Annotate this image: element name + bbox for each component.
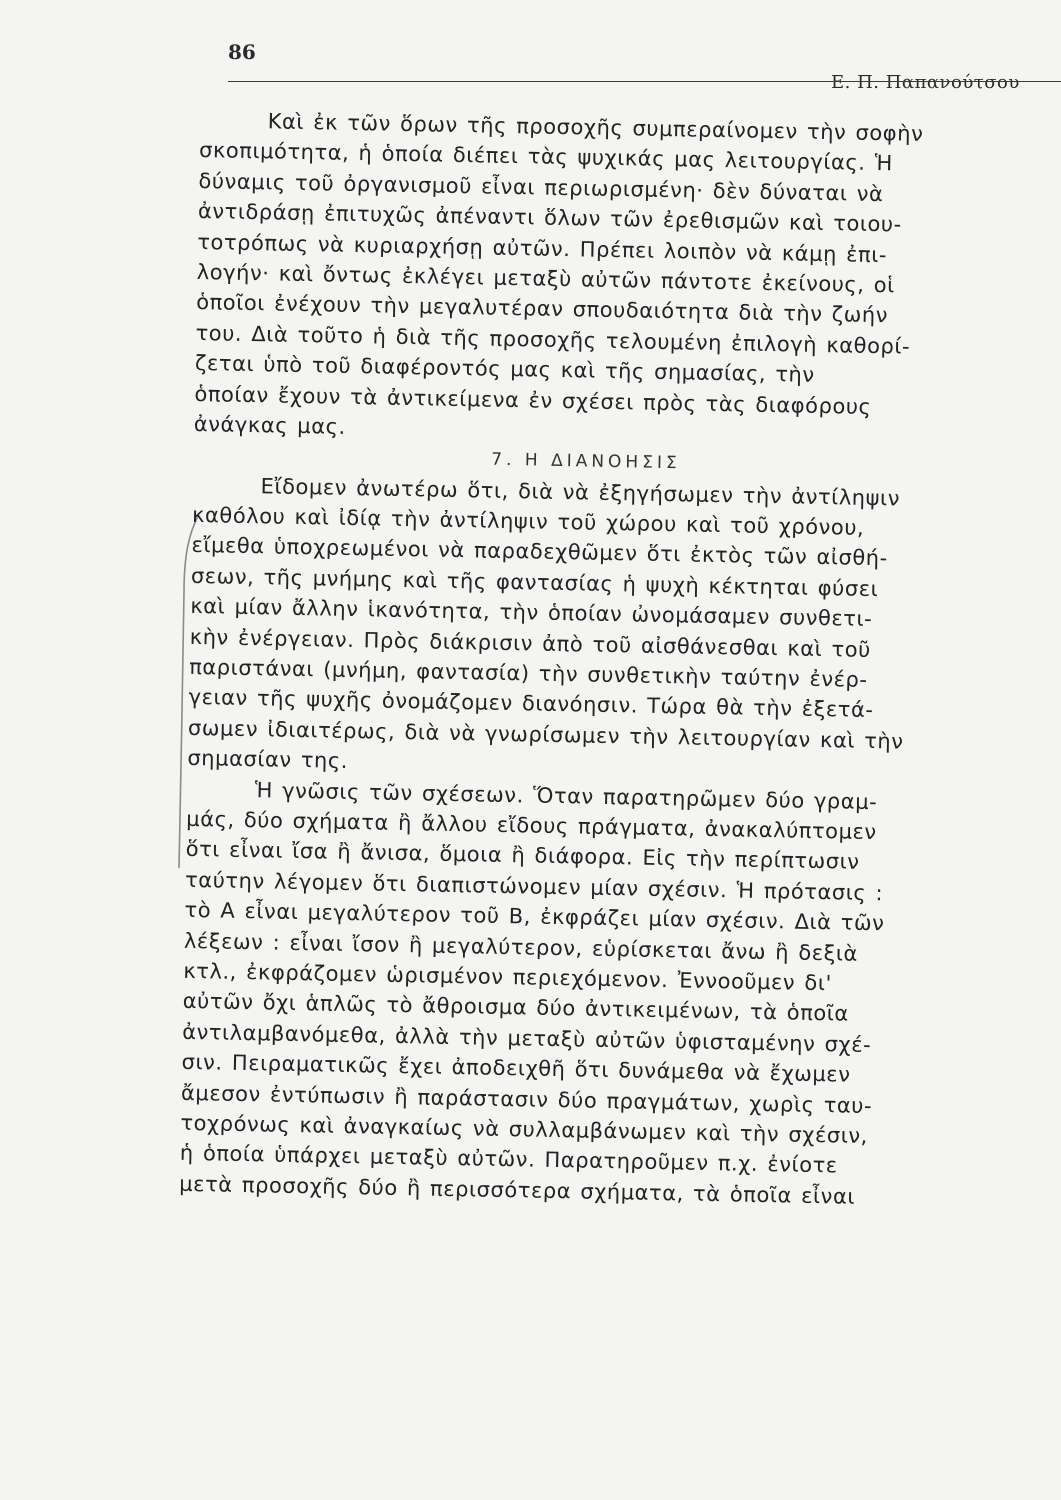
text-line: ζεται ὑπὸ τοῦ διαφέροντός μας καὶ τῆς σημασίας, τὴν [194, 351, 815, 387]
text-line: ταύτην λέγομεν ὅτι διαπιστώνομεν μίαν σχέσιν. Ἡ πρότασις : [184, 867, 884, 906]
text-line: σκοπιμότητα, ἡ ὁποία διέπει τὰς ψυχικάς μας λειτουργίας. Ἡ [198, 138, 894, 176]
text-line: ἀντιλαμβανόμεθα, ἀλλὰ τὴν μεταξὺ αὐτῶν ὑφισταμένην σχέ- [181, 1019, 872, 1057]
text-line: του. Διὰ τοῦτο ἡ διὰ τῆς προσοχῆς τελουμένη ἐπιλογὴ καθορί- [195, 320, 911, 359]
text-line: μάς, δύο σχήματα ἢ ἄλλου εἴδους πράγματα, ἀνακαλύπτομεν [186, 806, 877, 845]
text-line: κτλ., ἐκφράζομεν ὡρισμένον περιεχόμενον. Ἐννοοῦμεν δι' [183, 958, 833, 996]
page-number: 86 [228, 40, 256, 64]
text-line: δύναμις τοῦ ὀργανισμοῦ εἶναι περιωρισμένη· δὲν δύναται νὰ [198, 168, 884, 206]
section-heading: 7. Η ΔΙΑΝΟΗΣΙΣ [491, 449, 681, 474]
text-line: Ἡ γνῶσις τῶν σχέσεων. Ὅταν παρατηρῶμεν δύο γραμ- [254, 777, 878, 814]
text-line: λέξεων : εἶναι ἴσον ἢ μεγαλύτερον, εὑρίσκεται ἄνω ἢ δεξιὰ [183, 928, 859, 966]
text-line: ἡ ὁποία ὑπάρχει μεταξὺ αὐτῶν. Παρατηροῦμεν π.χ. ἐνίοτε [179, 1141, 838, 1178]
text-line: λογήν· καὶ ὄντως ἐκλέγει μεταξὺ αὐτῶν πάντοτε ἐκείνους, οἱ [196, 259, 896, 298]
text-line: ἄμεσον ἐντύπωσιν ἢ παράστασιν δύο πραγμάτων, χωρὶς ταυ- [180, 1080, 873, 1118]
paragraph-dianoesis [187, 470, 1054, 790]
text-line: σεων, τῆς μνήμης καὶ τῆς φαντασίας ἡ ψυχὴ κέκτηται φύσει [190, 563, 879, 601]
text-line: μετὰ προσοχῆς δύο ἢ περισσότερα σχήματα, τὰ ὁποῖα εἶναι [179, 1171, 856, 1209]
text-line: σημασίαν της. [187, 746, 349, 774]
text-line: κὴν ἐνέργειαν. Πρὸς διάκρισιν ἀπὸ τοῦ αἰσθάνεσθαι καὶ τοῦ [189, 624, 872, 662]
running-head: Ε. Π. Παπανούτσου [831, 72, 1020, 93]
text-line: αὐτῶν ὄχι ἁπλῶς τὸ ἄθροισμα δύο ἀντικειμένων, τὰ ὁποῖα [182, 989, 850, 1026]
paragraph-attention-conclusion [194, 105, 1061, 456]
text-line: ἀντιδράσῃ ἐπιτυχῶς ἀπέναντι ὅλων τῶν ἐρεθισμῶν καὶ τοιου- [197, 199, 902, 237]
page-body [179, 105, 1061, 1215]
text-line: ὁποίαν ἔχουν τὰ ἀντικείμενα ἐν σχέσει πρὸς τὰς διαφόρους [194, 381, 872, 419]
text-line: σωμεν ἰδιαιτέρως, διὰ νὰ γνωρίσωμεν τὴν λειτουργίαν καὶ τὴν [187, 715, 904, 754]
text-line: ἀνάγκας μας. [193, 411, 346, 439]
text-line: ὁποῖοι ἐνέχουν τὴν μεγαλυτέραν σπουδαιότητα διὰ τὴν ζωήν [195, 290, 889, 328]
header-rule [228, 81, 1061, 82]
text-line: τοτρόπως νὰ κυριαρχήσῃ αὐτῶν. Πρέπει λοιπὸν νὰ κάμῃ ἐπι- [197, 229, 888, 267]
text-line: τὸ Α εἶναι μεγαλύτερον τοῦ Β, ἐκφράζει μίαν σχέσιν. Διὰ τῶν [184, 898, 885, 936]
text-line: καθόλου καὶ ἰδίᾳ τὴν ἀντίληψιν τοῦ χώρου καὶ τοῦ χρόνου, [191, 503, 865, 540]
paragraph-relations [179, 773, 1048, 1215]
text-line: Εἴδομεν ἀνωτέρω ὅτι, διὰ νὰ ἐξηγήσωμεν τὴν ἀντίληψιν [260, 473, 901, 511]
text-line: τοχρόνως καὶ ἀναγκαίως νὰ συλλαμβάνωμεν καὶ τὴν σχέσιν, [180, 1110, 869, 1148]
text-line: καὶ μίαν ἄλλην ἱκανότητα, τὴν ὁποίαν ὠνομάσαμεν συνθετι- [190, 594, 873, 632]
text-line: γειαν τῆς ψυχῆς ὀνομάζομεν διανόησιν. Τώρα θὰ τὴν ἐξετά- [188, 685, 874, 723]
text-line: εἴμεθα ὑποχρεωμένοι νὰ παραδεχθῶμεν ὅτι ἐκτὸς τῶν αἰσθή- [191, 533, 889, 571]
text-line: παριστάναι (μνήμη, φαντασία) τὴν συνθετικὴν ταύτην ἐνέρ- [188, 654, 868, 692]
text-line: ὅτι εἶναι ἴσα ἢ ἄνισα, ὅμοια ἢ διάφορα. Εἰς τὴν περίπτωσιν [185, 837, 860, 875]
text-line: Καὶ ἐκ τῶν ὅρων τῆς προσοχῆς συμπεραίνομεν τὴν σοφὴν [267, 109, 924, 146]
text-line: σιν. Πειραματικῶς ἔχει ἀποδειχθῆ ὅτι δυνάμεθα νὰ ἔχωμεν [181, 1049, 851, 1087]
